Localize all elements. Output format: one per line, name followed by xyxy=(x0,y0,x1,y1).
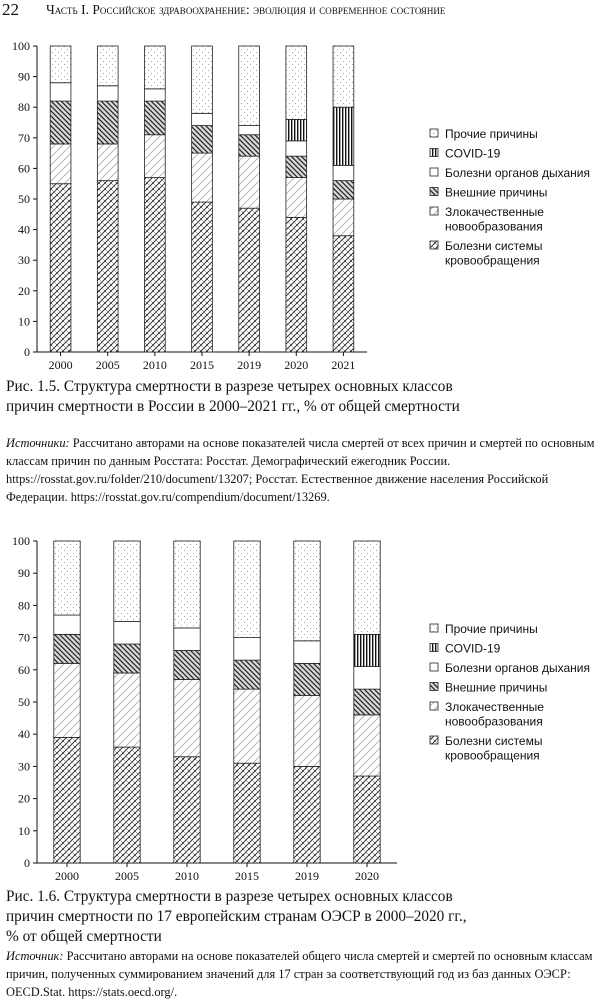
source-text: Рассчитано авторами на основе показателей числа смертей от всех причин и смертей по основным классам причин по данным Росстата: Росстат. Демографический ежегодник России. https://rosstat.gov.ru/folder/210/document/13207; Росстат. Естественное движение населения Российской Федерации. https://rosstat.gov.ru/compendium/document/13269. xyxy=(6,436,595,504)
x-tick-label: 2015 xyxy=(190,358,214,372)
bar-segment xyxy=(54,615,80,634)
x-tick-label: 2005 xyxy=(115,869,139,883)
legend-label: Внешние причины xyxy=(445,185,548,200)
bar-segment xyxy=(234,689,260,763)
caption-line: причин смертности в России в 2000–2021 гг., % от общей смертности xyxy=(6,398,460,415)
x-tick-label: 2015 xyxy=(235,869,259,883)
y-tick-label: 60 xyxy=(18,662,30,677)
running-head: Часть I. Российское здравоохранение: эволюция и современное состояние xyxy=(46,2,446,17)
figure-1-6-caption xyxy=(6,887,606,947)
x-tick-label: 2019 xyxy=(295,869,319,883)
x-tick-label: 2010 xyxy=(175,869,199,883)
legend-label: Прочие причины xyxy=(445,622,538,636)
bar-segment xyxy=(234,763,260,863)
y-tick-label: 0 xyxy=(24,856,30,870)
bar-segment xyxy=(114,541,140,622)
legend-swatch xyxy=(430,663,438,671)
bar-segment xyxy=(294,663,320,695)
bar-segment xyxy=(54,663,80,737)
bar-segment xyxy=(54,737,80,863)
y-tick-label: 50 xyxy=(18,695,30,709)
x-tick-label: 2019 xyxy=(237,358,262,372)
y-tick-label: 100 xyxy=(12,39,30,53)
bar-segment xyxy=(354,689,380,715)
y-tick-label: 70 xyxy=(18,630,30,645)
bar-segment xyxy=(294,541,320,641)
legend-swatch xyxy=(430,683,438,691)
y-tick-label: 20 xyxy=(18,791,30,806)
legend-label: Болезни органов дыхания xyxy=(445,661,591,675)
bar-segment xyxy=(174,679,200,756)
legend-label: Внешние причины xyxy=(445,680,548,695)
bar-segment xyxy=(294,766,320,863)
source-label: Источники: xyxy=(6,436,70,450)
legend-label: новообразования xyxy=(445,219,543,234)
bar-segment xyxy=(234,638,260,661)
caption-line: % от общей смертности xyxy=(6,928,162,945)
legend-label: Болезни органов дыхания xyxy=(445,166,591,180)
y-tick-label: 10 xyxy=(18,823,30,838)
bar-segment xyxy=(54,541,80,615)
bar-segment xyxy=(354,776,380,863)
y-tick-label: 70 xyxy=(18,130,30,145)
bar-segment xyxy=(354,667,380,690)
bar-segment xyxy=(174,757,200,863)
y-tick-label: 30 xyxy=(18,253,30,268)
bar-segment xyxy=(234,541,260,638)
bar-segment xyxy=(354,541,380,634)
bar-segment xyxy=(54,634,80,663)
bar-segment xyxy=(114,673,140,747)
x-tick-label: 2010 xyxy=(142,358,167,372)
y-tick-label: 10 xyxy=(18,314,30,329)
legend-swatch xyxy=(430,736,438,744)
bar-segment xyxy=(354,715,380,776)
x-tick-label: 2000 xyxy=(48,358,73,372)
caption-line: причин смертности по 17 европейским странам ОЭСР в 2000–2020 гг., xyxy=(6,908,467,925)
legend-label: кровообращения xyxy=(445,748,540,763)
x-tick-label: 2020 xyxy=(355,869,379,883)
bar-segment xyxy=(174,650,200,679)
legend-label: Болезни системы xyxy=(445,239,543,253)
x-tick-label: 2005 xyxy=(95,358,120,372)
y-tick-label: 80 xyxy=(18,598,30,613)
y-tick-label: 60 xyxy=(18,161,30,176)
y-tick-label: 80 xyxy=(18,100,30,115)
bar-segment xyxy=(234,660,260,689)
y-tick-label: 0 xyxy=(24,345,30,359)
bar-segment xyxy=(174,541,200,628)
legend-label: новообразования xyxy=(445,714,543,729)
legend-label: Прочие причины xyxy=(445,127,538,141)
source-label: Источник: xyxy=(6,949,64,963)
legend-label: COVID-19 xyxy=(445,641,501,656)
figure-1-6-source xyxy=(6,947,610,1001)
y-tick-label: 40 xyxy=(18,727,30,742)
y-tick-label: 30 xyxy=(18,759,30,774)
legend-swatch xyxy=(430,624,438,632)
source-text: Рассчитано авторами на основе показателей общего числа смертей и смертей по основным классам причин, полученных суммированием значений для 17 стран за соответствующий год из баз данных ОЭСР: OECD.Stat. https://stats.oecd.org/. xyxy=(6,949,593,999)
bar-segment xyxy=(114,622,140,645)
page-number: 22 xyxy=(2,0,19,19)
bar-segment xyxy=(114,747,140,863)
x-tick-label: 2020 xyxy=(284,358,309,372)
legend-label: Болезни системы xyxy=(445,734,543,748)
bar-segment xyxy=(354,634,380,666)
legend-swatch xyxy=(430,702,438,710)
y-tick-label: 90 xyxy=(18,566,30,581)
y-tick-label: 90 xyxy=(18,69,30,84)
x-tick-label: 2021 xyxy=(331,358,356,372)
caption-line: Рис. 1.6. Структура смертности в разрезе четырех основных классов xyxy=(6,888,453,905)
y-tick-label: 20 xyxy=(18,283,30,298)
bar-segment xyxy=(294,641,320,664)
bar-segment xyxy=(294,696,320,767)
bar-segment xyxy=(174,628,200,651)
bar-segment xyxy=(114,644,140,673)
y-tick-label: 100 xyxy=(12,534,30,548)
legend-swatch xyxy=(430,644,438,652)
x-tick-label: 2000 xyxy=(55,869,79,883)
legend-label: кровообращения xyxy=(445,253,540,268)
caption-line: Рис. 1.5. Структура смертности в разрезе четырех основных классов xyxy=(6,378,453,395)
legend-label: COVID-19 xyxy=(445,146,501,161)
legend-label: Злокачественные xyxy=(445,205,544,219)
y-tick-label: 40 xyxy=(18,222,30,237)
legend-label: Злокачественные xyxy=(445,700,544,714)
y-tick-label: 50 xyxy=(18,192,30,206)
